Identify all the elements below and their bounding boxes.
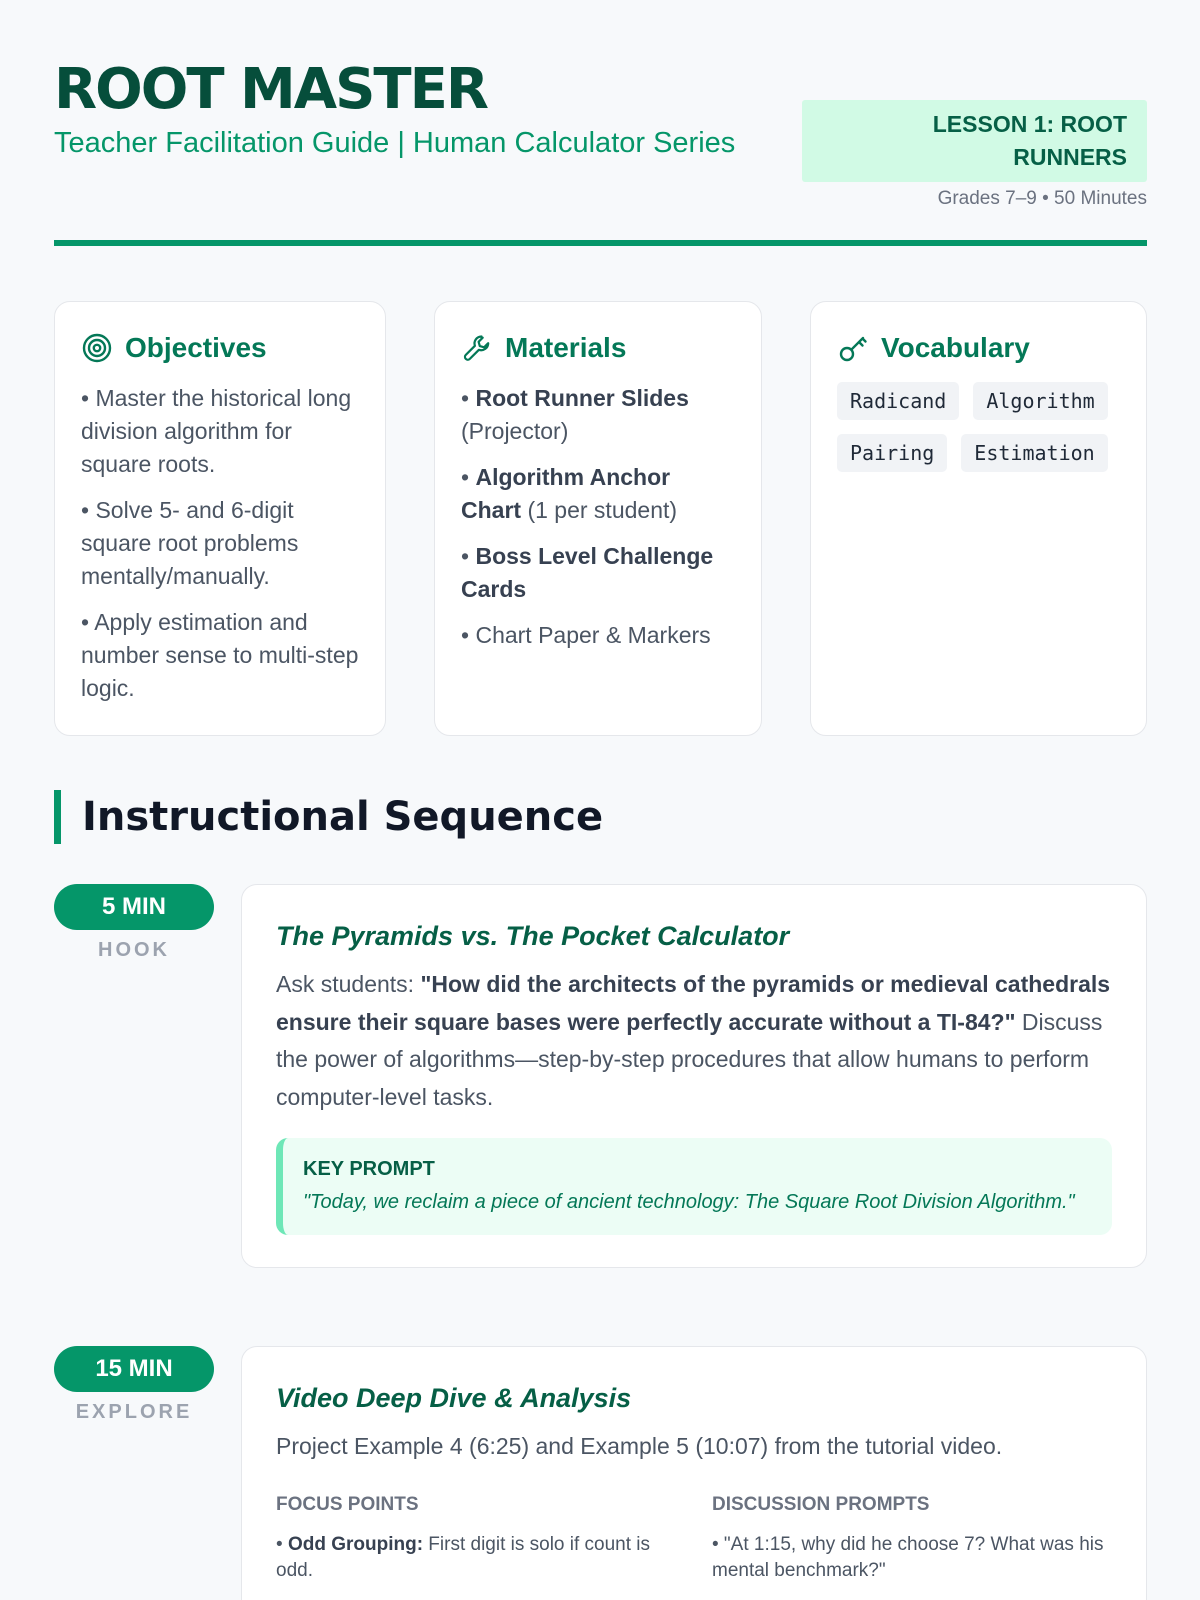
key-prompt-callout — [276, 1138, 1112, 1235]
focus-point-text: First digit is solo if count is odd. — [276, 1533, 651, 1581]
step-title: The Pyramids vs. The Pocket Calculator — [276, 921, 790, 951]
vocab-chip: Estimation — [961, 434, 1107, 472]
vocabulary-card-title — [837, 332, 1120, 364]
step-card — [241, 884, 1147, 1268]
time-pill: 15 MIN — [54, 1346, 214, 1392]
focus-points-heading: FOCUS POINTS — [276, 1493, 419, 1515]
materials-list — [461, 382, 735, 652]
objectives-list — [81, 382, 359, 705]
phase-label: EXPLORE — [75, 1401, 193, 1423]
vocabulary-title: Vocabulary — [881, 332, 1030, 363]
vocabulary-card — [810, 301, 1147, 736]
vocab-chip: Radicand — [837, 382, 959, 420]
step-card — [241, 1346, 1147, 1600]
materials-card-title — [461, 332, 735, 364]
materials-title: Materials — [505, 332, 627, 363]
step-timing — [54, 884, 214, 962]
list-item: • Apply estimation and number sense to multi-step logic. — [81, 609, 359, 701]
key-prompt-label: KEY PROMPT — [303, 1158, 435, 1180]
step-body-question: "How did the architects of the pyramids or medieval cathedrals ensure their square bases were perfectly accurate without a TI-84?" — [276, 971, 1111, 1035]
header — [54, 0, 1147, 248]
phase-label: HOOK — [98, 939, 170, 961]
objective-text: Master the historical long division algorithm for square roots. — [81, 385, 352, 477]
lesson-badge: LESSON 1: ROOT RUNNERS — [802, 100, 1147, 182]
material-note: (1 per student) — [521, 497, 678, 523]
step-body — [276, 966, 1112, 1116]
key-prompt-quote: "Today, we reclaim a piece of ancient technology: The Square Root Division Algorithm." — [303, 1191, 1075, 1213]
list-item: • Boss Level Challenge Cards — [461, 543, 714, 602]
step-body-rest: Discuss the power of algorithms—step-by-step procedures that allow humans to perform computer-level tasks. — [276, 1008, 1103, 1110]
objectives-card-title — [81, 332, 359, 364]
lesson-meta: Grades 7–9 • 50 Minutes — [937, 188, 1147, 209]
step-title: Video Deep Dive & Analysis — [276, 1383, 632, 1413]
material-note: Chart Paper & Markers — [475, 622, 711, 648]
key-icon — [837, 332, 869, 364]
material-name: Boss Level Challenge Cards — [461, 543, 714, 602]
list-item: • Root Runner Slides (Projector) — [461, 385, 689, 444]
step-body-lead: Ask students: — [276, 971, 421, 997]
discussion-prompt-item: • "At 1:15, why did he choose 7? What was his mental benchmark?" — [712, 1533, 1104, 1581]
target-icon — [81, 332, 113, 364]
step-body: Project Example 4 (6:25) and Example 5 (10:07) from the tutorial video. — [276, 1433, 1003, 1459]
time-pill: 5 MIN — [54, 884, 214, 930]
lesson-guide-page — [54, 0, 1147, 1581]
list-item: • Chart Paper & Markers — [461, 622, 711, 648]
focus-point-item: • Odd Grouping: First digit is solo if count is odd. — [276, 1533, 651, 1581]
list-item: • Algorithm Anchor Chart (1 per student) — [461, 464, 678, 523]
material-name: Root Runner Slides — [475, 385, 689, 411]
section-heading: Instructional Sequence — [54, 790, 603, 844]
objective-text: Apply estimation and number sense to multi-step logic. — [81, 609, 359, 701]
focus-points-column — [276, 1494, 676, 1584]
header-divider — [54, 240, 1147, 246]
objectives-card — [54, 301, 386, 736]
page-title: ROOT MASTER — [54, 57, 487, 122]
vocab-chip: Pairing — [837, 434, 947, 472]
list-item: • Master the historical long division algorithm for square roots. — [81, 385, 352, 477]
discussion-prompts-column — [712, 1494, 1112, 1584]
vocab-chip: Algorithm — [973, 382, 1107, 420]
wrench-icon — [461, 332, 493, 364]
objective-text: Solve 5- and 6-digit square root problems mentally/manually. — [81, 497, 299, 589]
step-columns — [276, 1494, 1112, 1584]
objectives-title: Objectives — [125, 332, 267, 363]
materials-card — [434, 301, 762, 736]
focus-point-term: Odd Grouping: — [287, 1533, 424, 1555]
step-timing — [54, 1346, 214, 1424]
material-note: (Projector) — [461, 418, 569, 444]
list-item: • Solve 5- and 6-digit square root problems mentally/manually. — [81, 497, 299, 589]
vocabulary-terms — [837, 382, 1127, 472]
discussion-prompts-heading: DISCUSSION PROMPTS — [712, 1493, 930, 1515]
info-cards — [54, 301, 1147, 736]
page-subtitle: Teacher Facilitation Guide | Human Calculator Series — [54, 127, 736, 159]
material-name: Algorithm Anchor Chart — [461, 464, 671, 523]
